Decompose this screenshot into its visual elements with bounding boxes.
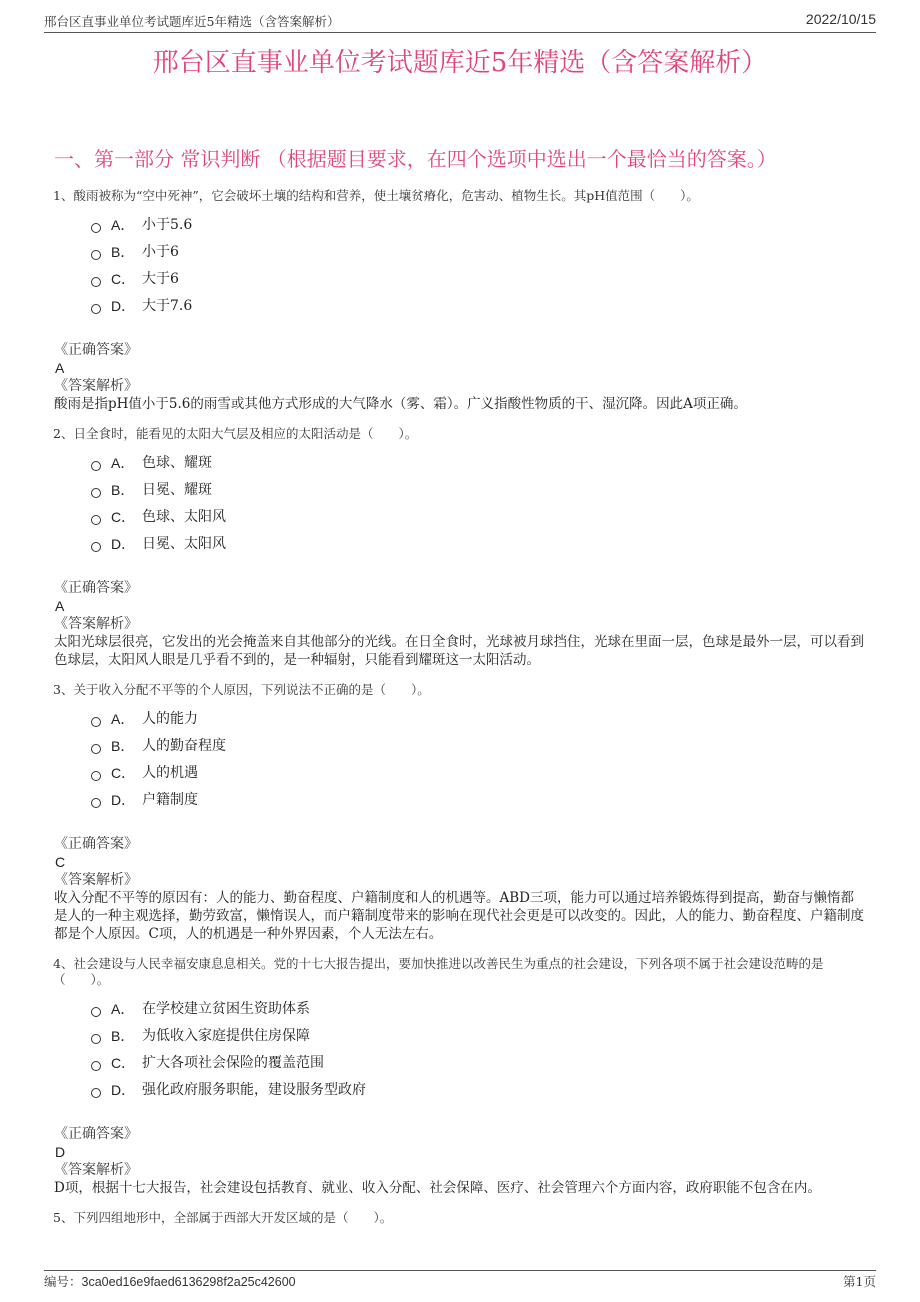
radio-button[interactable]: [91, 304, 101, 314]
option-list: [91, 449, 864, 557]
question-block: [54, 956, 864, 1197]
header-doc-title: 邢台区直事业单位考试题库近5年精选（含答案解析）: [44, 14, 340, 29]
answer-section: [54, 1125, 864, 1197]
option-item[interactable]: [91, 1049, 864, 1076]
footer-divider: [44, 1270, 876, 1271]
answer-label: 《正确答案》: [54, 580, 138, 596]
option-text: 户籍制度: [142, 791, 198, 808]
question-text: 3、关于收入分配不平等的个人原因，下列说法不正确的是（ ）。: [53, 682, 430, 697]
footer-code-label: 编号：: [44, 1274, 82, 1289]
radio-button[interactable]: [91, 277, 101, 287]
answer-value: A: [55, 360, 65, 376]
header-date: 2022/10/15: [805, 11, 876, 27]
radio-button[interactable]: [91, 515, 101, 525]
option-list: [91, 995, 864, 1103]
footer-page-number: [843, 1272, 876, 1290]
explanation-label: 《答案解析》: [54, 872, 138, 888]
answer-section: [54, 341, 864, 413]
option-text: 强化政府服务职能，建设服务型政府: [142, 1081, 366, 1098]
page-num: 1: [855, 1274, 864, 1289]
explanation-text: 太阳光球层很亮，它发出的光会掩盖来自其他部分的光线。在日全食时，光球被月球挡住，光球在里面一层，色球是最外一层，可以看到色球层，太阳风人眼是几乎看不到的，是一种辐射，只能看到耀斑这一太阳活动。: [54, 634, 864, 668]
option-text: 人的能力: [142, 710, 198, 727]
option-text: 小于6: [142, 243, 179, 260]
footer-code: [44, 1272, 296, 1290]
section-heading: 一、第一部分 常识判断 （根据题目要求，在四个选项中选出一个最恰当的答案。）: [54, 147, 777, 171]
option-text: 色球、太阳风: [142, 508, 226, 525]
page-prefix: 第: [843, 1274, 856, 1289]
explanation-label: 《答案解析》: [54, 378, 138, 394]
option-text: 为低收入家庭提供住房保障: [142, 1027, 310, 1044]
option-letter: C．: [111, 270, 136, 287]
option-item[interactable]: [91, 1022, 864, 1049]
option-item[interactable]: [91, 786, 864, 813]
radio-button[interactable]: [91, 1088, 101, 1098]
radio-button[interactable]: [91, 223, 101, 233]
option-letter: B．: [111, 1027, 135, 1044]
explanation-text: 酸雨是指pH值小于5.6的雨雪或其他方式形成的大气降水（雾、霜）。广义指酸性物质的干、湿沉降。因此A项正确。: [54, 396, 747, 412]
option-item[interactable]: [91, 530, 864, 557]
option-item[interactable]: [91, 449, 864, 476]
radio-button[interactable]: [91, 461, 101, 471]
option-item[interactable]: [91, 238, 864, 265]
option-letter: D．: [111, 297, 136, 314]
footer-code-value: 3ca0ed16e9faed6136298f2a25c42600: [81, 1275, 296, 1289]
option-letter: C．: [111, 1054, 136, 1071]
answer-label: 《正确答案》: [54, 836, 138, 852]
option-text: 色球、耀斑: [142, 454, 212, 471]
option-text: 在学校建立贫困生资助体系: [142, 1000, 310, 1017]
radio-button[interactable]: [91, 250, 101, 260]
page-header: [44, 12, 876, 32]
option-letter: A．: [111, 216, 135, 233]
question-text: 4、社会建设与人民幸福安康息息相关。党的十七大报告提出，要加快推进以改善民生为重点的社会建设，下列各项不属于社会建设范畴的是（ ）。: [53, 956, 824, 987]
option-item[interactable]: [91, 211, 864, 238]
answer-value: A: [55, 598, 65, 614]
question-text: 5、下列四组地形中，全部属于西部大开发区域的是（ ）。: [53, 1210, 393, 1225]
option-letter: A．: [111, 710, 135, 727]
option-text: 日冕、耀斑: [142, 481, 212, 498]
answer-value: C: [55, 854, 66, 870]
option-letter: B．: [111, 243, 135, 260]
answer-section: [54, 579, 864, 669]
explanation-label: 《答案解析》: [54, 1162, 138, 1178]
explanation-label: 《答案解析》: [54, 616, 138, 632]
option-text: 人的机遇: [142, 764, 198, 781]
answer-section: [54, 835, 864, 943]
page-title: 邢台区直事业单位考试题库近5年精选（含答案解析）: [152, 48, 768, 78]
option-letter: D．: [111, 1081, 136, 1098]
option-item[interactable]: [91, 476, 864, 503]
option-item[interactable]: [91, 503, 864, 530]
option-item[interactable]: [91, 759, 864, 786]
option-letter: B．: [111, 481, 135, 498]
option-item[interactable]: [91, 1076, 864, 1103]
option-letter: B．: [111, 737, 135, 754]
option-text: 小于5.6: [142, 216, 193, 233]
answer-value: D: [55, 1144, 66, 1160]
header-divider: [44, 32, 876, 33]
page-suffix: 页: [863, 1274, 876, 1289]
option-list: [91, 705, 864, 813]
radio-button[interactable]: [91, 771, 101, 781]
radio-button[interactable]: [91, 1034, 101, 1044]
question-block: [54, 188, 864, 413]
radio-button[interactable]: [91, 488, 101, 498]
option-letter: A．: [111, 1000, 135, 1017]
option-text: 大于7.6: [142, 297, 193, 314]
option-list: [91, 211, 864, 319]
option-letter: C．: [111, 508, 136, 525]
option-item[interactable]: [91, 292, 864, 319]
option-text: 日冕、太阳风: [142, 535, 226, 552]
radio-button[interactable]: [91, 542, 101, 552]
option-text: 大于6: [142, 270, 179, 287]
option-letter: C．: [111, 764, 136, 781]
question-text: 2、日全食时，能看见的太阳大气层及相应的太阳活动是（ ）。: [53, 426, 418, 441]
question-list: [54, 188, 864, 1226]
option-letter: D．: [111, 535, 136, 552]
option-item[interactable]: [91, 995, 864, 1022]
explanation-text: 收入分配不平等的原因有：人的能力、勤奋程度、户籍制度和人的机遇等。ABD三项，能力可以通过培养锻炼得到提高，勤奋与懒惰都是人的一种主观选择，勤劳致富，懒惰误人，而户籍制度带来的影响在现代社会更是可以改变的。因此，人的能力、勤奋程度、户籍制度都是个人原因。C项，人的机遇是一种外界因素，个人无法左右。: [54, 890, 864, 942]
question-block: [54, 426, 864, 669]
option-letter: D．: [111, 791, 136, 808]
answer-label: 《正确答案》: [54, 342, 138, 358]
option-item[interactable]: [91, 705, 864, 732]
radio-button[interactable]: [91, 744, 101, 754]
option-item[interactable]: [91, 265, 864, 292]
option-item[interactable]: [91, 732, 864, 759]
radio-button[interactable]: [91, 1061, 101, 1071]
radio-button[interactable]: [91, 1007, 101, 1017]
answer-label: 《正确答案》: [54, 1126, 138, 1142]
radio-button[interactable]: [91, 798, 101, 808]
option-text: 扩大各项社会保险的覆盖范围: [142, 1054, 324, 1071]
option-letter: A．: [111, 454, 135, 471]
option-text: 人的勤奋程度: [142, 737, 226, 754]
question-block: [54, 682, 864, 943]
radio-button[interactable]: [91, 717, 101, 727]
explanation-text: D项，根据十七大报告，社会建设包括教育、就业、收入分配、社会保障、医疗、社会管理六个方面内容，政府职能不包含在内。: [54, 1180, 821, 1196]
question-text: 1、酸雨被称为“空中死神”，它会破坏土壤的结构和营养，使土壤贫瘠化，危害动、植物生长。其pH值范围（ ）。: [53, 188, 699, 203]
